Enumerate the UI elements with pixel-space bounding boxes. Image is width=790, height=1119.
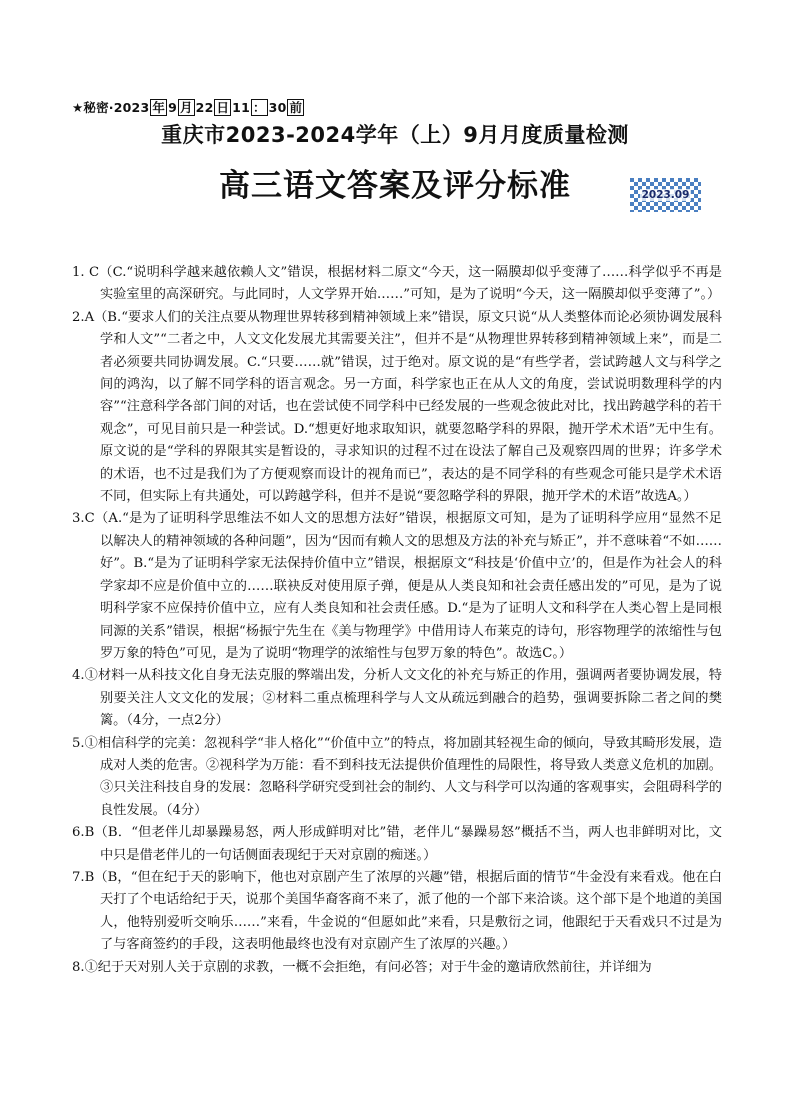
secret-hour: 11 [232,100,250,115]
answer-item: 2.A（B.“要求人们的关注点要从物理世界转移到精神领域上来”错误，原文只说“从人类整体而论必须协调发展科学和人文”“二者之中，人文文化发展尤其需要关注”，但并不是“从物理世界转移到精神领域上来”，而是二者必须要共同协调发展。C.“只要……就”错误，过于绝对。原文说的是“有些学者，尝试跨越人文与科学之间的鸿沟，以了解不同学科的语言观念。另一方面，科学家也正在从人文的角度，尝试说明数理科学的内容”“注意科学各部门间的对话，也在尝试使不同学科中已经发展的一些观念彼此对比，找出跨越学科的若干观念”，可见目前只是一种尝试。D.“想更好地求取知识，就要忽略学科的界限，抛开学术术语”无中生有。原文说的是“学科的界限其实是暂设的，寻求知识的过程不过在设法了解自己及观察四周的世界；许多学术的术语，也不过是我们为了方便观察而设计的视角而已”，表达的是不同学科的有些观念可能只是学术术语不同，但实际上有共通处，可以跨越学科，但并不是说“要忽略学科的界限，抛开学术的术语”故选A。） [72,309,722,505]
secret-colon: ： [252,100,266,115]
secret-day: 22 [195,100,214,115]
secret-suffix: 前 [289,100,303,115]
secret-prefix: ★秘密·2023 [72,100,150,115]
date-stamp [630,178,701,212]
answer-item: 1. C（C.“说明科学越来越依赖人文”错误，根据材料二原文“今天，这一隔膜却似乎变薄了……科学似乎不再是实验室里的高深研究。与此同时，人文学界开始……”可知，是为了说明“今天，这一隔膜却似乎变薄了”。） [72,265,722,303]
answer-item: 3.C（A.“是为了证明科学思维法不如人文的思想方法好”错误，根据原文可知，是为了证明科学应用“显然不足以解决人的精神领域的各种问题”，因为“因而有赖人文的思想及方法的补充与矫正”，并不意味着“不如……好”。B.“是为了证明科学家无法保持价值中立”错误，根据原文“科技是‘价值中立’的，但是作为社会人的科学家却不应是价值中立的……联袂反对使用原子弹，便是从人类良知和社会责任感出发的”可见，是为了说明科学家不应保持价值中立，应有人类良知和社会责任感。D.“是为了证明人文和科学在人类心智上是同根同源的关系”错误，根据“杨振宁先生在《美与物理学》中借用诗人布莱克的诗句，形容物理学的浓缩性与包罗万象的特色”可见，是为了说明“物理学的浓缩性与包罗万象的特色”。故选C。） [72,511,722,661]
secret-year-suffix: 年 [152,100,166,115]
date-stamp-text: 2023.09 [641,189,690,201]
exam-title: 重庆市2023-2024学年（上）9月月度质量检测 [161,123,629,147]
secret-minute: 30 [268,100,287,115]
answer-item: 7.B（B，“但在纪于天的影响下，他也对京剧产生了浓厚的兴趣”错，根据后面的情节“牛金没有来看戏。他在白天打了个电话给纪于天，说那个美国华裔客商不来了，派了他的一个部下来洽谈。这个部下是个地道的美国人，他特别爱听交响乐……”来看，牛金说的“但愿如此”来看，只是敷衍之词，他跟纪于天看戏只不过是为了与客商签约的手段，这表明他最终也没有对京剧产生了浓厚的兴趣。） [72,869,722,953]
answer-item: 5.①相信科学的完美：忽视科学“非人格化”“价值中立”的特点，将加剧其轻视生命的倾向，导致其畸形发展，造成对人类的危害。②视科学为万能：看不到科技无法提供价值理性的局限性，将导致人类意义危机的加剧。③只关注科技自身的发展：忽略科学研究受到社会的制约、人文与科学可以沟通的客观事实，会阻碍科学的良性发展。（4分） [72,735,722,818]
answer-item: 4.①材料一从科技文化自身无法克服的弊端出发，分析人文文化的补充与矫正的作用，强调两者要协调发展，特别要关注人文文化的发展；②材料二重点梳理科学与人文从疏远到融合的趋势，强调要拆除二者之间的樊篱。（4分，一点2分） [72,668,722,729]
confidential-notice [72,98,305,116]
answer-list [72,262,722,979]
answer-item: 6.B（B．“但老伴儿却暴躁易怒，两人形成鲜明对比”错，老伴儿“暴躁易怒”概括不当，两人也非鲜明对比，文中只是借老伴儿的一句话侧面表现纪于天对京剧的痴迷。） [72,825,722,863]
secret-month-suffix: 月 [179,100,193,115]
doc-title: 高三语文答案及评分标准 [219,168,571,204]
answer-item: 8.①纪于天对别人关于京剧的求教，一概不会拒绝，有问必答；对于牛金的邀请欣然前往，并详细为 [72,959,652,975]
secret-month: 9 [168,100,177,115]
secret-day-suffix: 日 [216,100,230,115]
